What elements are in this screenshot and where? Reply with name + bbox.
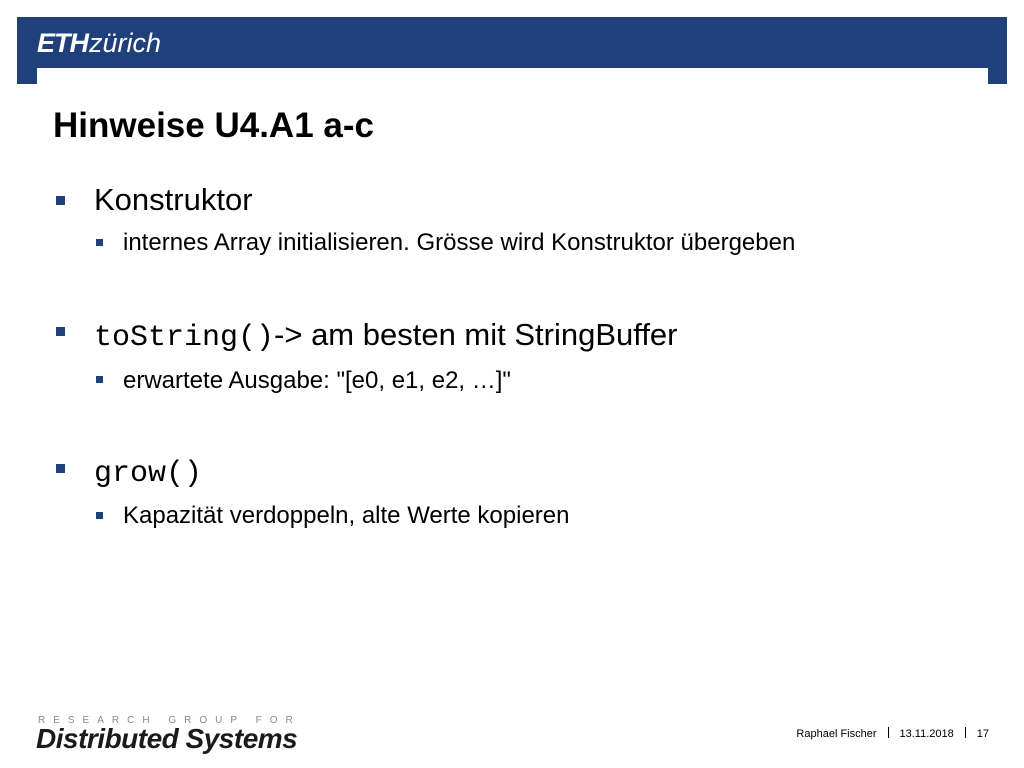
bullet-text-rest: -> am besten mit StringBuffer <box>274 317 678 352</box>
header-bar-edge-left <box>17 68 37 84</box>
bullet-square-icon <box>56 327 65 336</box>
footer-meta <box>796 727 989 741</box>
sub-bullet-square-icon <box>96 512 103 519</box>
sub-bullet-square-icon <box>96 239 103 246</box>
footer-group-name: Distributed Systems <box>36 723 298 754</box>
sub-bullet-text: erwartete Ausgabe: "[e0, e1, e2, …]" <box>123 367 511 394</box>
footer-separator <box>888 727 889 738</box>
bullet-text <box>94 452 202 493</box>
sub-bullet-text: internes Array initialisieren. Grösse wird Konstruktor übergeben <box>123 229 796 256</box>
slide-title: Hinweise U4.A1 a-c <box>53 106 374 145</box>
page-number: 17 <box>976 728 989 740</box>
footer-tagline: RESEARCH GROUP FOR <box>38 715 301 726</box>
bullet-text <box>94 316 678 357</box>
logo-city: zürich <box>89 28 162 58</box>
header-bar-edge-right <box>988 68 1007 84</box>
sub-bullet-text: Kapazität verdoppeln, alte Werte kopieren <box>123 502 570 529</box>
code-tostring: toString() <box>94 321 275 355</box>
sub-bullet-square-icon <box>96 376 103 383</box>
header-bar <box>17 17 1007 68</box>
footer-separator <box>965 727 966 738</box>
eth-zurich-logo <box>37 27 161 59</box>
footer-author: Raphael Fischer <box>796 728 877 740</box>
code-grow: grow() <box>94 457 203 491</box>
bullet-square-icon <box>56 464 65 473</box>
footer-date: 13.11.2018 <box>899 728 954 740</box>
bullet-text: Konstruktor <box>94 182 253 217</box>
bullet-square-icon <box>56 196 65 205</box>
logo-eth: ETH <box>37 28 88 58</box>
